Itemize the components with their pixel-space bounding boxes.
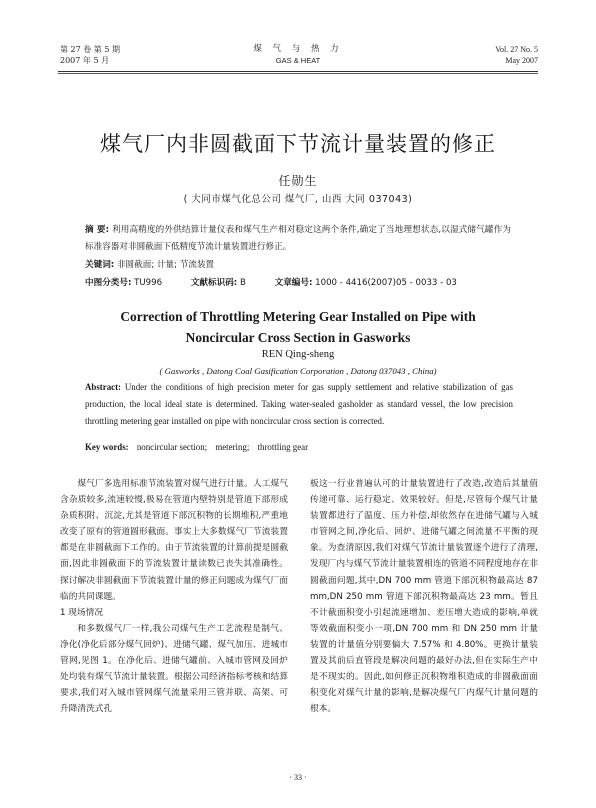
clc-value: TU996 xyxy=(131,278,163,288)
paper-title-en-line1: Correction of Throttling Metering Gear Installed on Pipe with xyxy=(120,309,476,324)
date-en-text: May 2007 xyxy=(505,56,538,65)
issue-date-text: 2007 年 5 月 xyxy=(60,56,110,65)
header-rule xyxy=(58,71,538,72)
classification-line xyxy=(85,276,525,288)
volume-issue-text: 第 27 卷 第 5 期 xyxy=(60,45,120,54)
doc-code-group xyxy=(191,276,246,288)
article-no-group xyxy=(275,276,457,288)
clc-group xyxy=(85,276,162,288)
body-paragraph: 煤气厂多选用标准节流装置对煤气进行计量。人工煤气含杂质较多,流速较慢,极易在管道内壁特别是管道下部形成杂质积附、沉淀,尤其是管道下部沉积物的长期堆积,严重地改变了原有的管道圆形截面。事实上大多数煤气厂节流装置都是在非圆截面下工作的。由于节流装置的计算前提是圆截面,因此非圆截面下的节流装置计量读数已丧失其准确性。探讨解决非圆截面下节流装置计量的修正问题成为煤气厂面临的共同课题。 xyxy=(60,479,288,602)
abstract-en-text: Under the conditions of high precision meter for gas supply settlement and relative stabilization of gas production, the local ideal state is determined. Taking water-sealed gasholder as standard vessel, the low precision throttling metering gear installed on pipe with noncircular cross section is corrected. xyxy=(85,382,513,426)
paper-title-en xyxy=(0,306,596,348)
journal-volume-en xyxy=(495,44,538,66)
keyword-en-3: throttling gear xyxy=(257,442,309,452)
abstract-cn xyxy=(85,222,511,256)
section-heading: 1 现场情况 xyxy=(60,607,104,618)
doc-code-label: 文献标识码: xyxy=(190,278,238,288)
body-paragraph: 和多数煤气厂一样,我公司煤气生产工艺流程是制气、净化(净化后部分煤气回炉)、进储气罐、煤气加压、进城市管网,见图 1。在净化后、进储气罐前、入城市管网及回炉处均装有煤气节流计量装置。根据公司经济指标考核和结算要求,我们对入城市管网煤气流量采用三管并联、高架、可升降清洗式孔 xyxy=(60,623,288,715)
body-paragraph: 板这一行业普遍认可的计量装置进行了改造,改造后其量值传递可靠、运行稳定、效果较好。但是,尽管每个煤气计量装置都进行了温度、压力补偿,却依然存在进储气罐与入城市管网之间,净化后、回炉、进储气罐之间流量不平衡的现象。为查清原因,我们对煤气节流计量装置逐个进行了清理,发现厂内与煤气节流计量装置相连的管道不同程度地存在非圆截面问题,其中,DN 700 mm 管道下部沉积物最高达 87 mm,DN 250 mm 管道下部沉积物最高达 23 mm。暂且不计截面积变小引起流速增加、差压增大造成的影响,单就等效截面积变小一项,DN 700 mm 和 DN 250 mm 计量装置的计量值分别要偏大 7.57% 和 4.80%。更换计量装置及其前后直管段是解决问题的最好办法,但在实际生产中是不现实的。因此,如何修正沉积物堆积造成的非圆截面面积变化对煤气计量的影响,是解决煤气厂内煤气计量问题的根本。 xyxy=(310,479,538,715)
abstract-cn-label: 摘 要: xyxy=(85,225,110,235)
paper-title-en-line2: Noncircular Cross Section in Gasworks xyxy=(185,330,411,345)
clc-label: 中图分类号: xyxy=(85,278,132,288)
journal-name-cn: 煤 气 与 热 力 xyxy=(253,44,343,54)
keywords-cn-text: 非圆截面; 计量; 节流装置 xyxy=(114,260,215,270)
article-no-label: 文章编号: xyxy=(274,278,313,288)
abstract-en xyxy=(85,379,513,430)
author-cn: 任勋生 xyxy=(278,174,318,188)
affiliation-cn: ( 大同市煤气化总公司 煤气厂, 山西 大同 037043) xyxy=(183,194,413,205)
affiliation-en: ( Gasworks , Datong Coal Gasification Corporation , Datong 037043 , China) xyxy=(159,366,437,376)
body-column-left xyxy=(60,476,288,717)
keywords-en xyxy=(85,442,308,452)
abstract-cn-text: 利用高精度的外供结算计量仪表和煤气生产相对稳定这两个条件,确定了当地理想状态,以湿式储气罐作为标准容器对非圆截面下低精度节流计量装置进行修正。 xyxy=(85,225,511,252)
doc-code-value: B xyxy=(237,278,246,288)
abstract-en-label: Abstract: xyxy=(85,382,121,392)
keyword-en-2: metering; xyxy=(215,442,250,452)
article-no-value: 1000 - 4416(2007)05 - 0033 - 03 xyxy=(312,278,457,288)
keywords-cn xyxy=(85,258,214,270)
page-number: · 33 · xyxy=(289,773,307,782)
keywords-en-label: Key words: xyxy=(85,442,129,452)
volume-en-text: Vol. 27 No. 5 xyxy=(495,45,538,54)
body-column-right xyxy=(310,476,538,717)
keywords-cn-label: 关键词: xyxy=(85,260,115,270)
keyword-en-1: noncircular section; xyxy=(136,442,208,452)
paper-title-cn: 煤气厂内非圆截面下节流计量装置的修正 xyxy=(100,132,496,156)
journal-name-en: GAS & HEAT xyxy=(275,56,321,65)
header-rule-thin xyxy=(58,73,538,74)
author-en: REN Qing-sheng xyxy=(261,349,335,360)
